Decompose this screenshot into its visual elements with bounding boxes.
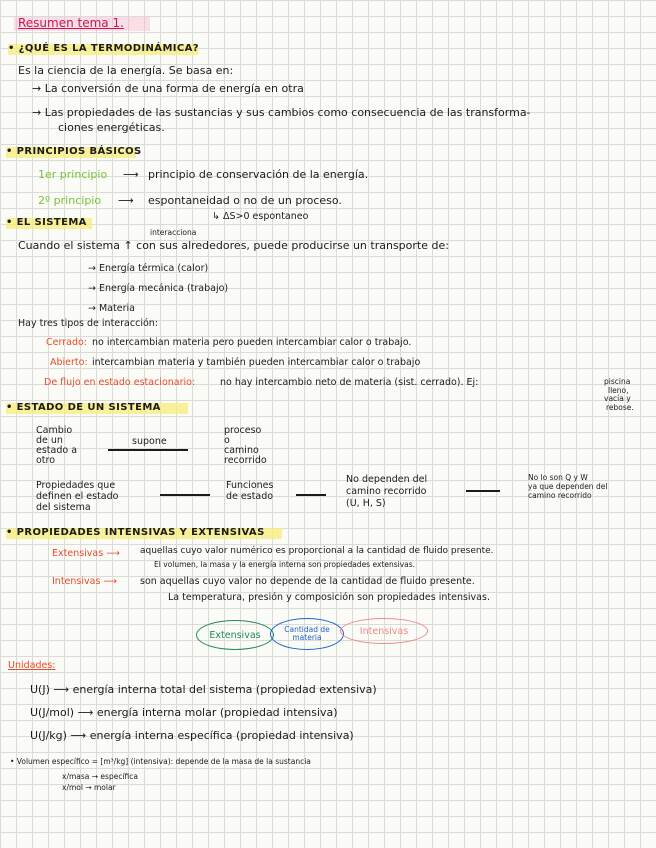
heading-propiedades: • PROPIEDADES INTENSIVAS Y EXTENSIVAS	[6, 527, 265, 538]
steady-flow-label: De flujo en estado estacionario:	[44, 377, 196, 388]
intensive-label: Intensivas ⟶	[52, 576, 118, 587]
sistema-intro: Cuando el sistema ↑ con sus alrededores, puede producirse un transporte de:	[18, 239, 449, 252]
specific-rule: x/masa → específica	[62, 772, 138, 781]
termo-definition: Es la ciencia de la energía. Se basa en:	[18, 64, 234, 77]
change-box: Cambio de un estado a otro	[36, 425, 78, 466]
arrow-independent	[296, 494, 326, 496]
units-heading: Unidades:	[8, 660, 56, 671]
bubble-extensive: Extensivas	[196, 620, 274, 650]
open-label: Abierto:	[50, 357, 88, 368]
supone-arrow	[108, 449, 188, 451]
transport-item-3: → Materia	[88, 303, 135, 314]
open-text: intercambian materia y también pueden intercambiar calor o trabajo	[92, 357, 421, 368]
molar-rule: x/mol → molar	[62, 783, 116, 792]
interaction-types: Hay tres tipos de interacción:	[18, 318, 158, 329]
unit-total: U(J) ⟶ energía interna total del sistema (propiedad extensiva)	[30, 683, 377, 696]
page-title: Resumen tema 1.	[18, 16, 124, 30]
example-1: piscina	[604, 377, 631, 386]
extensive-definition: aquellas cuyo valor numérico es proporcional a la cantidad de fluido presente.	[140, 546, 494, 556]
heading-termodinamica: • ¿QUÉ ES LA TERMODINÁMICA?	[8, 43, 200, 54]
interacciona-note: interacciona	[150, 228, 197, 237]
arrow-q-w	[466, 490, 500, 492]
bullet-properties: → Las propiedades de las sustancias y sus cambios como consecuencia de las transforma-	[32, 106, 531, 119]
bubble-quantity: Cantidad de materia	[270, 618, 344, 650]
intensive-examples: La temperatura, presión y composición son propiedades intensivas.	[168, 592, 490, 603]
arrow-state-functions	[160, 494, 210, 496]
process-box: proceso o camino recorrido	[224, 425, 267, 466]
path-independent: No dependen del camino recorrido (U, H, S)	[346, 474, 428, 509]
bullet-conversion: → La conversión de una forma de energía en otra	[32, 82, 304, 95]
extensive-label: Extensivas ⟶	[52, 548, 120, 559]
principle-2-arrow: ⟶	[118, 194, 134, 207]
q-w-note: No lo son Q y W ya que dependen del camino recorrido	[528, 473, 608, 500]
specific-volume: • Volumen específico = [m³/kg] (intensiva): depende de la masa de la sustancia	[10, 757, 311, 766]
heading-estado: • ESTADO DE UN SISTEMA	[6, 402, 161, 413]
unit-specific: U(J/kg) ⟶ energía interna específica (propiedad intensiva)	[30, 729, 354, 742]
state-properties: Propiedades que definen el estado del sistema	[36, 480, 119, 513]
example-4: rebose.	[606, 403, 634, 412]
steady-flow-text: no hay intercambio neto de materia (sist. cerrado). Ej:	[220, 377, 479, 388]
heading-sistema: • EL SISTEMA	[6, 217, 87, 228]
transport-item-1: → Energía térmica (calor)	[88, 263, 209, 274]
extensive-examples: El volumen, la masa y la energía interna son propiedades extensivas.	[154, 560, 416, 569]
principle-1-text: principio de conservación de la energía.	[148, 168, 369, 181]
closed-label: Cerrado:	[46, 337, 87, 348]
bubble-intensive: Intensivas	[340, 618, 428, 644]
example-3: vacía y	[604, 394, 631, 403]
principle-1-label: 1er principio	[38, 168, 108, 181]
heading-principios: • PRINCIPIOS BÁSICOS	[6, 146, 142, 157]
principle-2-label: 2º principio	[38, 194, 102, 207]
state-functions: Funciones de estado	[226, 480, 274, 502]
intensive-definition: son aquellas cuyo valor no depende de la cantidad de fluido presente.	[140, 576, 475, 587]
supone-label: supone	[132, 436, 167, 447]
principle-2-text: espontaneidad o no de un proceso.	[148, 194, 342, 207]
principle-1-arrow: ⟶	[123, 168, 139, 181]
unit-molar: U(J/mol) ⟶ energía interna molar (propiedad intensiva)	[30, 706, 338, 719]
entropy-note: ↳ ΔS>0 espontaneo	[212, 211, 309, 222]
transport-item-2: → Energía mecánica (trabajo)	[88, 283, 229, 294]
closed-text: no intercambian materia pero pueden intercambiar calor o trabajo.	[92, 337, 412, 348]
bullet-properties-cont: ciones energéticas.	[58, 121, 165, 134]
example-2: lleno,	[608, 386, 629, 395]
